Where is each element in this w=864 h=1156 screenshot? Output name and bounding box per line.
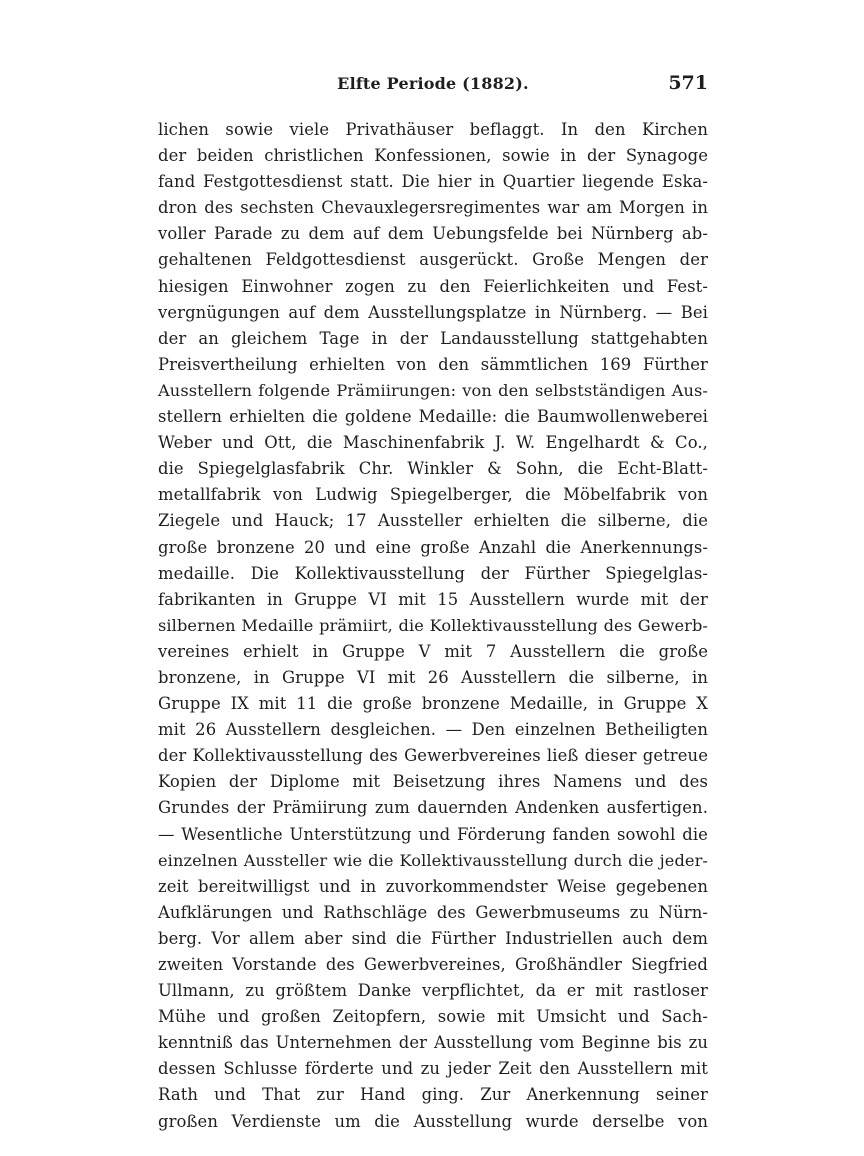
text-line: Grundes der Prämiirung zum dauernden Andenken ausfertigen.: [158, 798, 708, 818]
text-line: vereines erhielt in Gruppe V mit 7 Ausstellern die große: [158, 641, 708, 661]
text-line: silbernen Medaille prämiirt, die Kollektivausstellung des Gewerb-: [158, 615, 708, 635]
text-line: der beiden christlichen Konfessionen, sowie in der Synagoge: [158, 146, 708, 166]
text-line: fand Festgottesdienst statt. Die hier in Quartier liegende Eska-: [158, 172, 708, 192]
text-line: Aufklärungen und Rathschläge des Gewerbmuseums zu Nürn-: [158, 902, 708, 922]
text-line: Ullmann, zu größtem Danke verpflichtet, da er mit rastloser: [158, 981, 708, 1001]
text-line: vergnügungen auf dem Ausstellungsplatze in Nürnberg. — Bei: [158, 302, 708, 322]
text-line: Weber und Ott, die Maschinenfabrik J. W. Engelhardt & Co.,: [158, 433, 708, 453]
text-line: Rath und That zur Hand ging. Zur Anerkennung seiner: [158, 1085, 708, 1105]
text-line: — Wesentliche Unterstützung und Förderung fanden sowohl die: [158, 824, 708, 844]
text-line: Mühe und großen Zeitopfern, sowie mit Umsicht und Sach-: [158, 1007, 708, 1027]
text-line: Kopien der Diplome mit Beisetzung ihres Namens und des: [158, 772, 708, 792]
text-line: einzelnen Aussteller wie die Kollektivausstellung durch die jeder-: [158, 850, 708, 870]
text-line: der Kollektivausstellung des Gewerbvereines ließ dieser getreue: [158, 746, 708, 766]
text-line: gehaltenen Feldgottesdienst ausgerückt. Große Mengen der: [158, 250, 708, 270]
text-line: stellern erhielten die goldene Medaille: die Baumwollenweberei: [158, 407, 708, 427]
text-line: voller Parade zu dem auf dem Uebungsfelde bei Nürnberg ab-: [158, 224, 708, 244]
text-line: mit 26 Ausstellern desgleichen. — Den einzelnen Betheiligten: [158, 720, 708, 740]
text-line: bronzene, in Gruppe VI mit 26 Ausstellern die silberne, in: [158, 667, 708, 687]
text-line: Preisvertheilung erhielten von den sämmtlichen 169 Fürther: [158, 354, 708, 374]
text-line: zweiten Vorstande des Gewerbvereines, Großhändler Siegfried: [158, 955, 708, 974]
text-line: berg. Vor allem aber sind die Fürther Industriellen auch dem: [158, 928, 708, 948]
text-line: Ziegele und Hauck; 17 Aussteller erhielten die silberne, die: [158, 511, 708, 531]
text-line: dron des sechsten Chevauxlegersregimentes war am Morgen in: [158, 198, 708, 218]
text-line: fabrikanten in Gruppe VI mit 15 Ausstellern wurde mit der: [158, 589, 708, 609]
text-line: dessen Schlusse förderte und zu jeder Zeit den Ausstellern mit: [158, 1059, 708, 1079]
text-line: kenntniß das Unternehmen der Ausstellung vom Beginne bis zu: [158, 1033, 708, 1053]
text-line: zeit bereitwilligst und in zuvorkommendster Weise gegebenen: [158, 876, 708, 896]
text-line: metallfabrik von Ludwig Spiegelberger, die Möbelfabrik von: [158, 485, 708, 505]
text-line: der an gleichem Tage in der Landausstellung stattgehabten: [158, 328, 708, 348]
text-line: große bronzene 20 und eine große Anzahl die Anerkennungs-: [158, 537, 708, 557]
text-line: lichen sowie viele Privathäuser beflaggt. In den Kirchen: [158, 120, 708, 139]
text-line: Gruppe IX mit 11 die große bronzene Medaille, in Gruppe X: [158, 694, 708, 714]
text-line: Ausstellern folgende Prämiirungen: von den selbstständigen Aus-: [158, 380, 708, 400]
body-text: [158, 117, 708, 1135]
page-number: 571: [668, 72, 708, 94]
text-line: großen Verdienste um die Ausstellung wurde derselbe von: [158, 1111, 708, 1131]
running-head: Elfte Periode (1882).: [337, 74, 529, 93]
text-line: medaille. Die Kollektivausstellung der Fürther Spiegelglas-: [158, 563, 708, 583]
text-line: hiesigen Einwohner zogen zu den Feierlichkeiten und Fest-: [158, 276, 708, 296]
page-header: [158, 74, 708, 100]
text-line: die Spiegelglasfabrik Chr. Winkler & Sohn, die Echt-Blatt-: [158, 459, 708, 479]
